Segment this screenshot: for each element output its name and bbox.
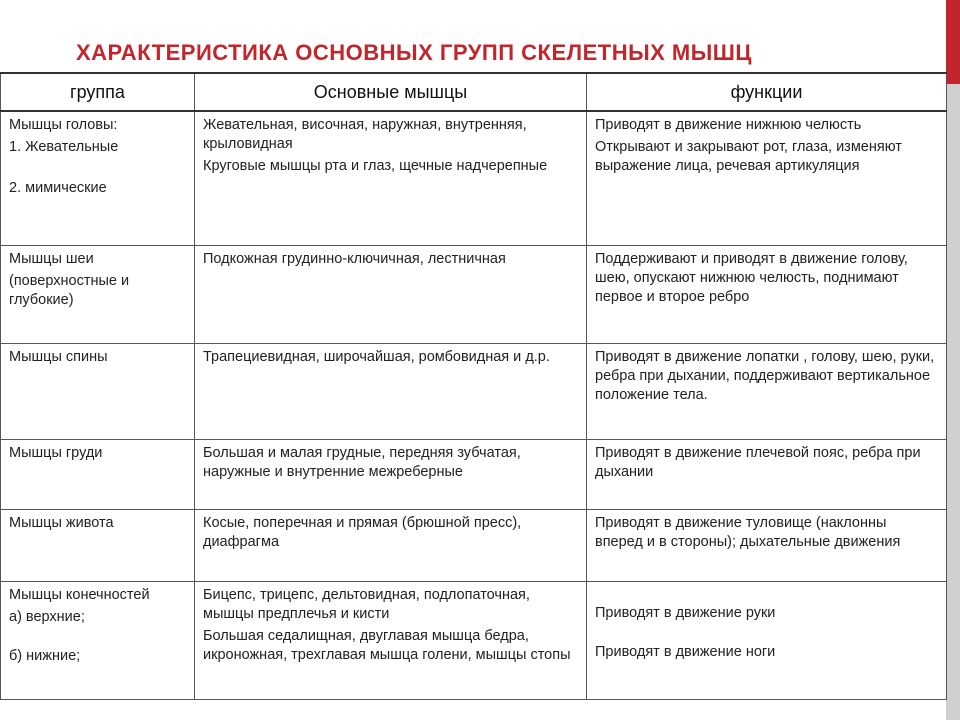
group-name: Мышцы конечностей [9, 586, 150, 603]
muscles-text: Трапециевидная, широчайшая, ромбовидная и д.р. [203, 348, 550, 365]
functions-cell [587, 343, 947, 439]
functions-text: Поддерживают и приводят в движение голову, шею, опускают нижнюю челюсть, поднимают первое и второе ребро [595, 250, 908, 305]
slide-edge-bar [946, 0, 960, 720]
functions-cell [587, 245, 947, 343]
table-row [1, 509, 947, 581]
functions-cell [587, 581, 947, 699]
header-group: группа [1, 73, 195, 111]
group-subitem: 1. Жевательные [9, 139, 119, 155]
functions-cell [587, 439, 947, 509]
muscles-cell [195, 111, 587, 245]
header-main-muscles: Основные мышцы [195, 73, 587, 111]
muscles-text: Косые, поперечная и прямая (брюшной пресс), диафрагма [203, 514, 522, 550]
muscles-text: Жевательная, височная, наружная, внутренняя, крыловидная [203, 117, 527, 152]
group-cell [1, 439, 195, 509]
muscles-cell [195, 509, 587, 581]
table-header-row [1, 73, 947, 111]
group-name: Мышцы спины [9, 348, 108, 365]
muscles-text: Подкожная грудинно-ключичная, лестничная [203, 250, 506, 267]
muscles-text: Бицепс, трицепс, дельтовидная, подлопаточная, мышцы предплечья и кисти [203, 586, 530, 622]
group-subitem: (поверхностные и глубокие) [9, 272, 130, 308]
group-cell [1, 509, 195, 581]
group-cell [1, 343, 195, 439]
group-name: Мышцы груди [9, 444, 103, 461]
page-title: ХАРАКТЕРИСТИКА ОСНОВНЫХ ГРУПП СКЕЛЕТНЫХ МЫШЦ [76, 40, 752, 65]
table-row [1, 439, 947, 509]
header-functions: функции [587, 73, 947, 111]
group-cell [1, 245, 195, 343]
functions-text: Приводят в движение плечевой пояс, ребра при дыхании [595, 444, 921, 480]
muscles-cell [195, 245, 587, 343]
functions-text: Приводят в движение ноги [595, 643, 776, 660]
muscles-text: Круговые мышцы рта и глаз, щечные надчерепные [203, 158, 548, 174]
group-subitem: а) верхние; [9, 608, 85, 625]
functions-text: Приводят в движение лопатки , голову, шею, руки, ребра при дыхании, поддерживают вертикальное положение тела. [595, 348, 935, 403]
muscle-groups-table [0, 72, 947, 700]
group-subitem: 2. мимические [9, 180, 107, 196]
muscles-text: Большая седалищная, двуглавая мышца бедра, икроножная, трехглавая мышца голени, мышцы стопы [203, 627, 571, 663]
functions-cell [587, 111, 947, 245]
muscles-cell [195, 343, 587, 439]
group-cell [1, 581, 195, 699]
muscles-cell [195, 581, 587, 699]
group-name: Мышцы шеи [9, 250, 94, 267]
functions-text: Открывают и закрывают рот, глаза, изменяют выражение лица, речевая артикуляция [595, 139, 902, 174]
muscles-cell [195, 439, 587, 509]
muscles-text: Большая и малая грудные, передняя зубчатая, наружные и внутренние межреберные [203, 444, 521, 480]
table-row [1, 581, 947, 699]
group-subitem: б) нижние; [9, 647, 81, 664]
table-row [1, 343, 947, 439]
functions-text: Приводят в движение нижнюю челюсть [595, 117, 862, 133]
group-name: Мышцы головы: [9, 117, 118, 133]
table-row [1, 111, 947, 245]
slide-accent-bar [946, 0, 960, 84]
functions-cell [587, 509, 947, 581]
functions-text: Приводят в движение туловище (наклонны вперед и в стороны); дыхательные движения [595, 514, 901, 550]
group-cell [1, 111, 195, 245]
functions-text: Приводят в движение руки [595, 604, 776, 621]
group-name: Мышцы живота [9, 514, 114, 531]
table-row [1, 245, 947, 343]
